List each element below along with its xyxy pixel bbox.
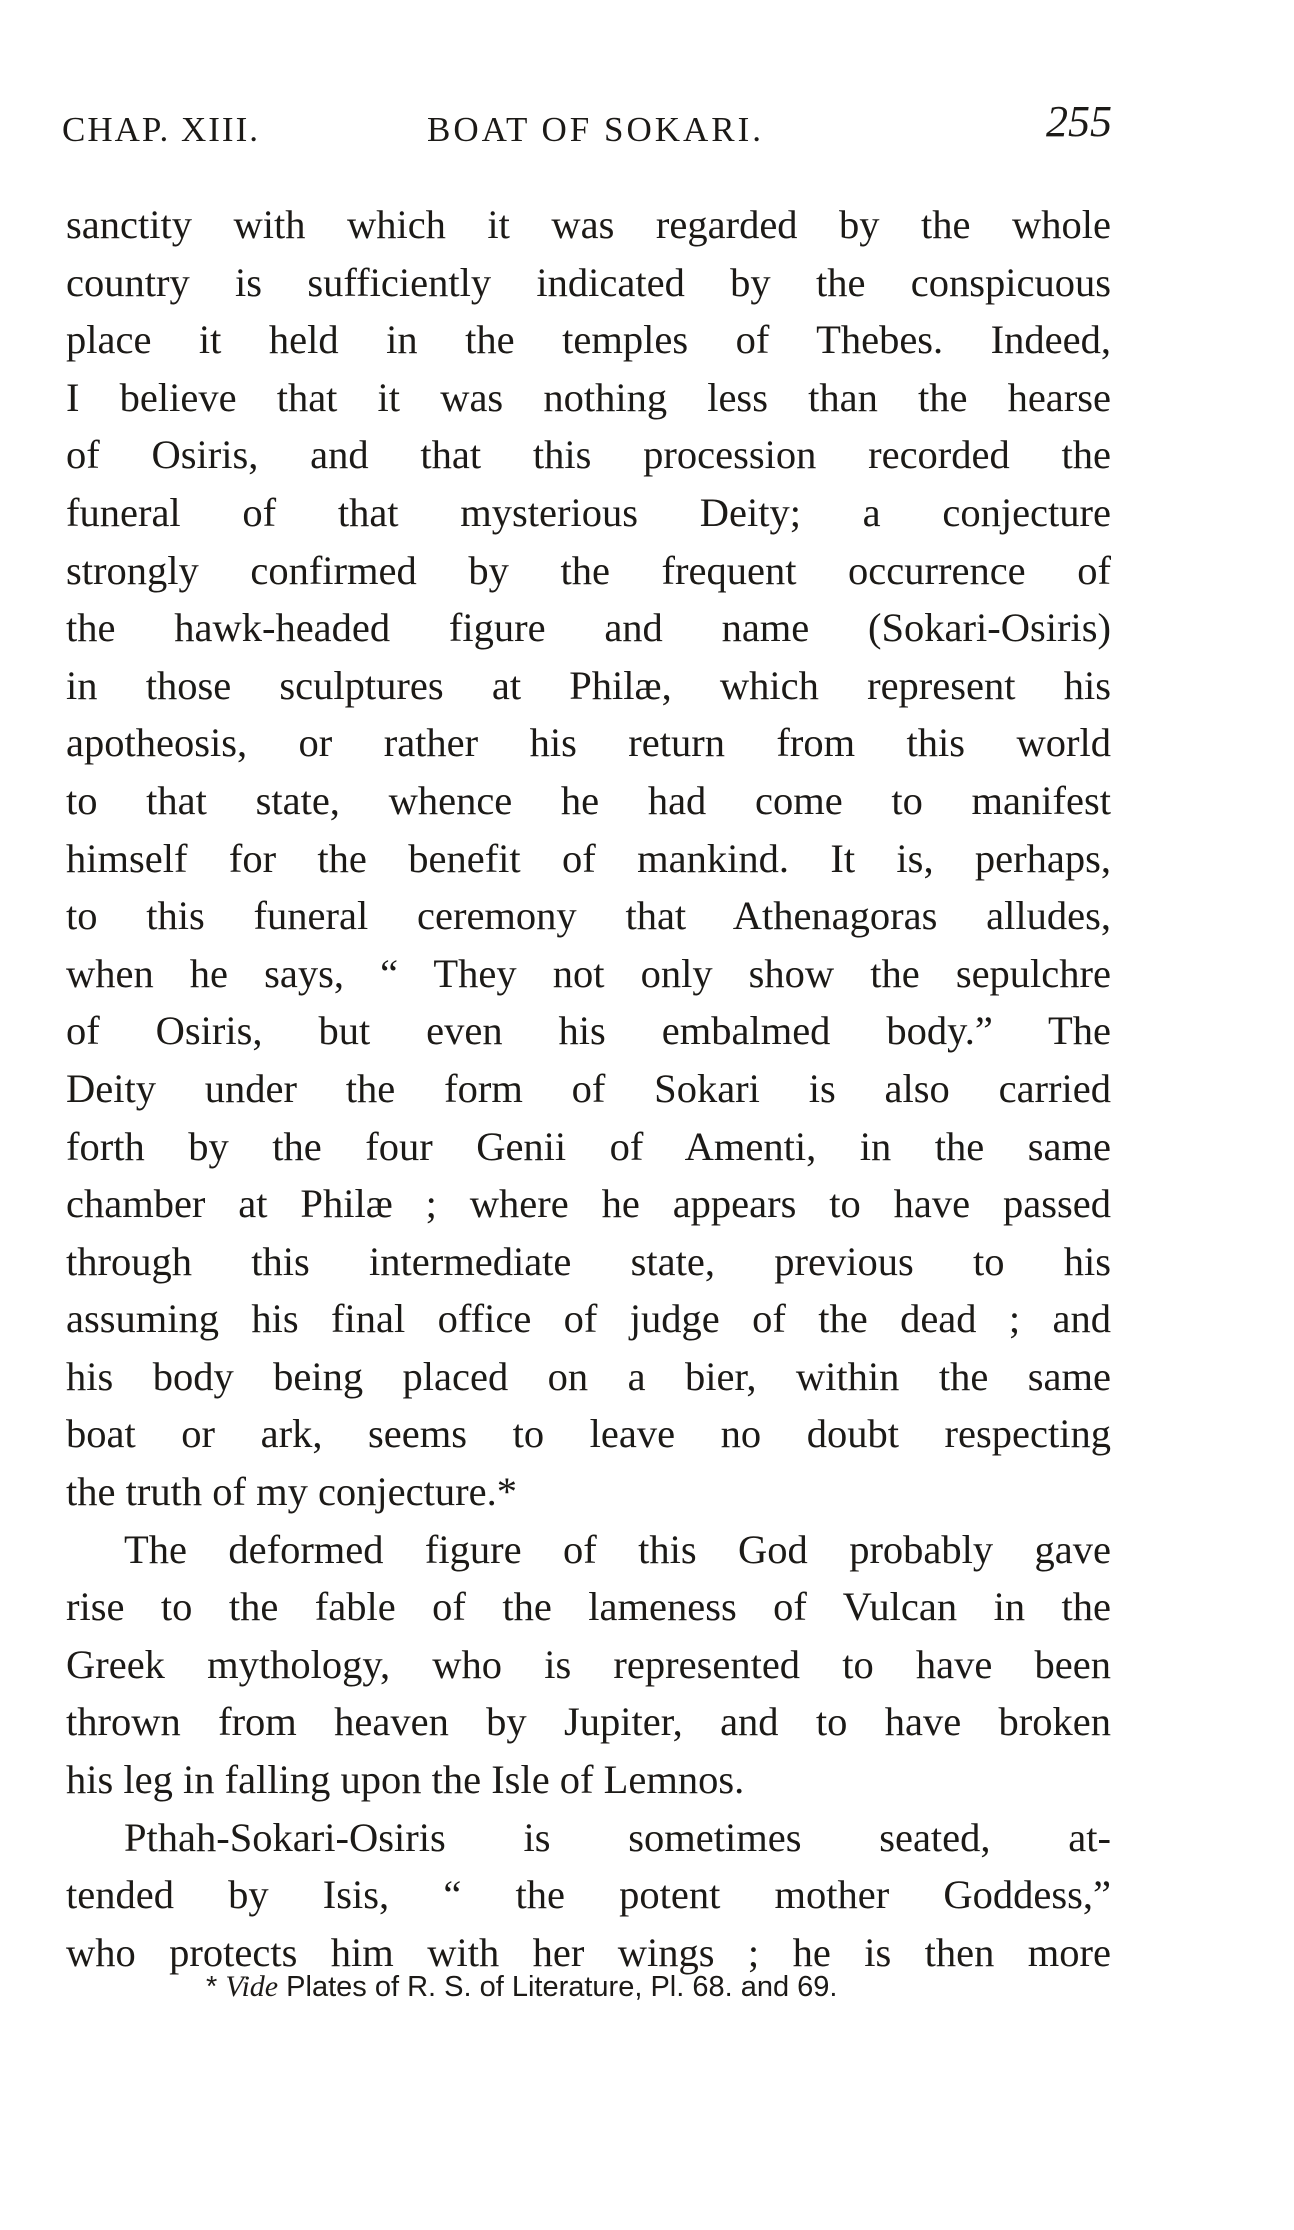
text-line: strongly confirmed by the frequent occurrence of (66, 547, 1111, 593)
text-line: to this funeral ceremony that Athenagoras alludes, (66, 893, 1111, 939)
running-title: BOAT OF SOKARI. (427, 110, 765, 149)
text-line: boat or ark, seems to leave no doubt respecting (66, 1411, 1111, 1457)
text-line: Pthah-Sokari-Osiris is sometimes seated, at- (124, 1814, 1111, 1860)
text-line: tended by Isis, “ the potent mother Goddess,” (66, 1872, 1111, 1918)
text-line: the truth of my conjecture.* (66, 1469, 517, 1515)
running-header (62, 96, 1112, 156)
text-line: rise to the fable of the lameness of Vulcan in the (66, 1584, 1111, 1630)
text-line: chamber at Philæ ; where he appears to have passed (66, 1181, 1111, 1227)
text-line: assuming his final office of judge of the dead ; and (66, 1296, 1111, 1342)
footnote-text: Plates of R. S. of Literature, Pl. 68. and 69. (286, 1971, 838, 2003)
footnote (206, 1970, 837, 2004)
footnote-vide: Vide (225, 1970, 279, 2003)
text-line: of Osiris, and that this procession recorded the (66, 432, 1111, 478)
text-line: his body being placed on a bier, within the same (66, 1353, 1111, 1399)
text-line: the hawk-headed figure and name (Sokari-Osiris) (66, 605, 1111, 651)
text-line: his leg in falling upon the Isle of Lemnos. (66, 1757, 745, 1803)
text-line: in those sculptures at Philæ, which represent his (66, 662, 1111, 708)
text-line: who protects him with her wings ; he is then more (66, 1929, 1111, 1975)
text-line: sanctity with which it was regarded by the whole (66, 202, 1111, 247)
chapter-label: CHAP. XIII. (62, 110, 260, 149)
text-line: Greek mythology, who is represented to have been (66, 1641, 1111, 1687)
body-text (66, 196, 1111, 1981)
text-line: funeral of that mysterious Deity; a conjecture (66, 489, 1111, 535)
text-line: I believe that it was nothing less than the hearse (66, 374, 1111, 420)
footnote-marker: * (206, 1971, 218, 2003)
text-line: country is sufficiently indicated by the conspicuous (66, 259, 1111, 305)
text-line: thrown from heaven by Jupiter, and to have broken (66, 1699, 1111, 1745)
text-line: apotheosis, or rather his return from this world (66, 720, 1111, 766)
text-line: Deity under the form of Sokari is also carried (66, 1065, 1111, 1111)
text-line: to that state, whence he had come to manifest (66, 777, 1111, 823)
text-line: of Osiris, but even his embalmed body.” The (66, 1008, 1111, 1054)
text-line: when he says, “ They not only show the sepulchre (66, 950, 1111, 996)
text-line: forth by the four Genii of Amenti, in the same (66, 1123, 1111, 1169)
page-number: 255 (1046, 97, 1112, 146)
text-line: place it held in the temples of Thebes. Indeed, (66, 317, 1111, 363)
text-line: The deformed figure of this God probably gave (124, 1526, 1111, 1572)
text-line: himself for the benefit of mankind. It is, perhaps, (66, 835, 1111, 881)
text-line: through this intermediate state, previous to his (66, 1238, 1111, 1284)
